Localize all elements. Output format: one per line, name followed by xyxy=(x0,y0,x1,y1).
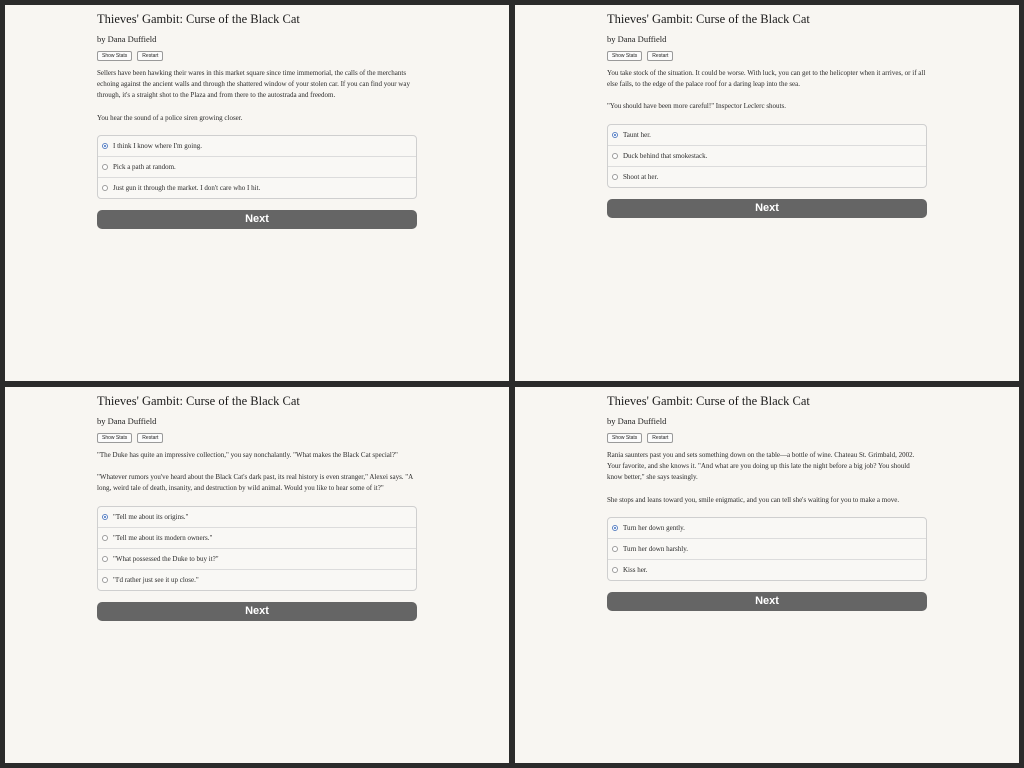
game-content xyxy=(607,393,927,611)
choice-label: Just gun it through the market. I don't care who I hit. xyxy=(113,183,261,192)
game-panel-3 xyxy=(5,387,509,763)
next-button[interactable]: Next xyxy=(97,210,417,229)
choice-option[interactable] xyxy=(98,136,416,156)
radio-selected-icon[interactable] xyxy=(612,525,618,531)
choice-list xyxy=(97,506,417,591)
show-stats-button[interactable]: Show Stats xyxy=(607,51,642,61)
story-paragraph: "Whatever rumors you've heard about the Black Cat's dark past, its real history is even stranger," Alexei says. "A long, weird tale of death, insanity, and destruction by wild animal. Would you like to hear some of it?" xyxy=(97,473,413,493)
choice-list xyxy=(97,135,417,199)
radio-icon[interactable] xyxy=(102,535,108,541)
game-content xyxy=(607,11,927,218)
radio-icon[interactable] xyxy=(612,546,618,552)
show-stats-button[interactable]: Show Stats xyxy=(97,51,132,61)
radio-icon[interactable] xyxy=(612,567,618,573)
show-stats-button[interactable]: Show Stats xyxy=(607,433,642,443)
story-paragraph: You take stock of the situation. It could be worse. With luck, you can get to the helicopter when it arrives, or if all else fails, to the edge of the palace roof for a daring leap into the sea. xyxy=(607,69,926,89)
choice-label: I think I know where I'm going. xyxy=(113,141,202,150)
game-title: Thieves' Gambit: Curse of the Black Cat xyxy=(607,394,810,408)
radio-icon[interactable] xyxy=(612,153,618,159)
choice-label: Turn her down harshly. xyxy=(623,544,689,553)
restart-button[interactable]: Restart xyxy=(137,433,163,443)
choice-option[interactable] xyxy=(98,548,416,569)
game-title: Thieves' Gambit: Curse of the Black Cat xyxy=(97,12,300,26)
author-byline: by Dana Duffield xyxy=(97,416,157,426)
choice-label: "Tell me about its origins." xyxy=(113,512,189,521)
choice-label: Turn her down gently. xyxy=(623,523,685,532)
game-panel-4 xyxy=(515,387,1019,763)
radio-icon[interactable] xyxy=(102,577,108,583)
toolbar xyxy=(97,51,417,61)
radio-icon[interactable] xyxy=(102,556,108,562)
choice-label: Shoot at her. xyxy=(623,172,659,181)
choice-label: Taunt her. xyxy=(623,130,651,139)
choice-option[interactable] xyxy=(98,507,416,527)
choice-label: Duck behind that smokestack. xyxy=(623,151,708,160)
radio-icon[interactable] xyxy=(102,185,108,191)
choice-list xyxy=(607,124,927,188)
story-paragraph: "You should have been more careful!" Inspector Leclerc shouts. xyxy=(607,102,786,111)
game-content xyxy=(97,393,417,621)
choice-option[interactable] xyxy=(608,125,926,145)
choice-option[interactable] xyxy=(608,166,926,187)
toolbar xyxy=(97,433,417,443)
game-content xyxy=(97,11,417,229)
game-title: Thieves' Gambit: Curse of the Black Cat xyxy=(607,12,810,26)
choice-label: "I'd rather just see it up close." xyxy=(113,575,199,584)
story-paragraph: "The Duke has quite an impressive collection," you say nonchalantly. "What makes the Black Cat special?" xyxy=(97,451,398,459)
choice-option[interactable] xyxy=(608,145,926,166)
choice-option[interactable] xyxy=(608,559,926,580)
restart-button[interactable]: Restart xyxy=(137,51,163,61)
choice-label: "What possessed the Duke to buy it?" xyxy=(113,554,219,563)
radio-selected-icon[interactable] xyxy=(102,143,108,149)
toolbar xyxy=(607,51,927,61)
story-paragraph: Sellers have been hawking their wares in this market square since time immemorial, the calls of the merchants echoing against the ancient walls and through the shattered window of your stolen car. If you can find your way through, it's a straight shot to the Plaza and from there to the autostrada and freedom. xyxy=(97,69,410,100)
author-byline: by Dana Duffield xyxy=(607,34,667,44)
choice-option[interactable] xyxy=(98,569,416,590)
game-panel-2 xyxy=(515,5,1019,381)
story-paragraph: You hear the sound of a police siren growing closer. xyxy=(97,113,243,122)
game-title: Thieves' Gambit: Curse of the Black Cat xyxy=(97,394,300,408)
choice-option[interactable] xyxy=(608,538,926,559)
radio-selected-icon[interactable] xyxy=(612,132,618,138)
radio-selected-icon[interactable] xyxy=(102,514,108,520)
story-paragraph: She stops and leans toward you, smile enigmatic, and you can tell she's waiting for you to make a move. xyxy=(607,495,900,504)
choice-label: "Tell me about its modern owners." xyxy=(113,533,213,542)
next-button[interactable]: Next xyxy=(607,199,927,218)
game-panel-1 xyxy=(5,5,509,381)
next-button[interactable]: Next xyxy=(607,592,927,611)
restart-button[interactable]: Restart xyxy=(647,51,673,61)
author-byline: by Dana Duffield xyxy=(607,416,667,426)
radio-icon[interactable] xyxy=(612,174,618,180)
next-button[interactable]: Next xyxy=(97,602,417,621)
choice-list xyxy=(607,517,927,581)
story-paragraph: Rania saunters past you and sets something down on the table—a bottle of wine. Chateau St. Grimbald, 2002. Your favorite, and she knows it. "And what are you doing up this late the night before a big job? You should know better," she says teasingly. xyxy=(607,451,915,482)
show-stats-button[interactable]: Show Stats xyxy=(97,433,132,443)
choice-option[interactable] xyxy=(98,527,416,548)
choice-option[interactable] xyxy=(98,177,416,198)
choice-label: Pick a path at random. xyxy=(113,162,176,171)
choice-option[interactable] xyxy=(98,156,416,177)
author-byline: by Dana Duffield xyxy=(97,34,157,44)
toolbar xyxy=(607,433,927,443)
choice-label: Kiss her. xyxy=(623,565,648,574)
radio-icon[interactable] xyxy=(102,164,108,170)
choice-option[interactable] xyxy=(608,518,926,538)
restart-button[interactable]: Restart xyxy=(647,433,673,443)
